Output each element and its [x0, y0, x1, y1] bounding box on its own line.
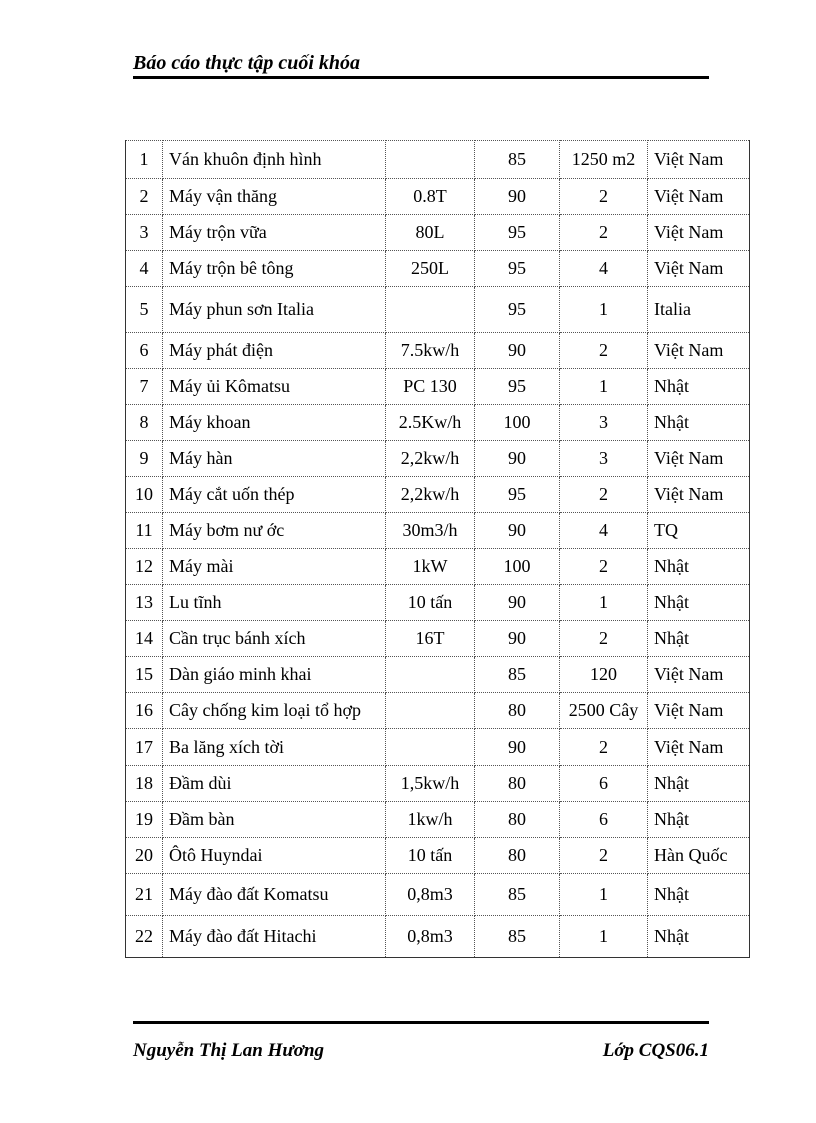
row-number: 17 [126, 729, 163, 766]
equipment-percent: 95 [475, 287, 560, 333]
equipment-percent: 95 [475, 369, 560, 405]
equipment-percent: 85 [475, 657, 560, 693]
equipment-name: Đầm dùi [163, 766, 386, 802]
table-row [126, 693, 750, 729]
equipment-name: Cây chống kim loại tổ hợp [163, 693, 386, 729]
footer-divider [133, 1021, 709, 1024]
equipment-quantity: 2 [560, 179, 648, 215]
row-number: 13 [126, 585, 163, 621]
equipment-spec [386, 141, 475, 179]
row-number: 5 [126, 287, 163, 333]
table-row [126, 215, 750, 251]
equipment-origin: Việt Nam [648, 441, 750, 477]
equipment-origin: Việt Nam [648, 477, 750, 513]
equipment-origin: Italia [648, 287, 750, 333]
equipment-quantity: 1 [560, 287, 648, 333]
equipment-origin: Việt Nam [648, 333, 750, 369]
equipment-name: Đầm bàn [163, 802, 386, 838]
equipment-name: Máy vận thăng [163, 179, 386, 215]
table-row [126, 251, 750, 287]
equipment-name: Máy ủi Kômatsu [163, 369, 386, 405]
equipment-origin: TQ [648, 513, 750, 549]
equipment-quantity: 1250 m2 [560, 141, 648, 179]
row-number: 8 [126, 405, 163, 441]
table-row [126, 585, 750, 621]
equipment-quantity: 1 [560, 874, 648, 916]
equipment-spec: 1kW [386, 549, 475, 585]
table-row [126, 513, 750, 549]
equipment-spec: 10 tấn [386, 585, 475, 621]
equipment-spec: 2,2kw/h [386, 477, 475, 513]
equipment-percent: 80 [475, 766, 560, 802]
equipment-spec: 2,2kw/h [386, 441, 475, 477]
equipment-percent: 80 [475, 802, 560, 838]
equipment-quantity: 2 [560, 729, 648, 766]
equipment-origin: Nhật [648, 585, 750, 621]
row-number: 19 [126, 802, 163, 838]
table-row [126, 477, 750, 513]
equipment-percent: 90 [475, 179, 560, 215]
equipment-quantity: 6 [560, 766, 648, 802]
equipment-quantity: 1 [560, 585, 648, 621]
equipment-quantity: 2 [560, 549, 648, 585]
equipment-name: Máy trộn vữa [163, 215, 386, 251]
equipment-spec: 1kw/h [386, 802, 475, 838]
footer-author-name: Nguyễn Thị Lan Hương [133, 1040, 325, 1061]
equipment-name: Ván khuôn định hình [163, 141, 386, 179]
equipment-spec: 0,8m3 [386, 916, 475, 958]
equipment-spec: 2.5Kw/h [386, 405, 475, 441]
table-row [126, 729, 750, 766]
equipment-spec: 16T [386, 621, 475, 657]
equipment-spec [386, 693, 475, 729]
equipment-name: Máy đào đất Komatsu [163, 874, 386, 916]
equipment-percent: 85 [475, 141, 560, 179]
equipment-percent: 90 [475, 333, 560, 369]
row-number: 2 [126, 179, 163, 215]
row-number: 15 [126, 657, 163, 693]
equipment-origin: Nhật [648, 405, 750, 441]
equipment-quantity: 6 [560, 802, 648, 838]
equipment-name: Cần trục bánh xích [163, 621, 386, 657]
table-row [126, 838, 750, 874]
row-number: 1 [126, 141, 163, 179]
table-row [126, 441, 750, 477]
row-number: 18 [126, 766, 163, 802]
equipment-percent: 90 [475, 513, 560, 549]
equipment-quantity: 4 [560, 513, 648, 549]
equipment-spec: 80L [386, 215, 475, 251]
equipment-origin: Nhật [648, 916, 750, 958]
equipment-percent: 80 [475, 838, 560, 874]
table-row [126, 657, 750, 693]
equipment-percent: 95 [475, 477, 560, 513]
equipment-origin: Nhật [648, 369, 750, 405]
equipment-quantity: 2 [560, 838, 648, 874]
equipment-percent: 100 [475, 549, 560, 585]
equipment-origin: Hàn Quốc [648, 838, 750, 874]
equipment-origin: Việt Nam [648, 215, 750, 251]
equipment-quantity: 2 [560, 477, 648, 513]
equipment-quantity: 1 [560, 369, 648, 405]
header-divider [133, 76, 709, 79]
table-row [126, 405, 750, 441]
equipment-origin: Việt Nam [648, 657, 750, 693]
equipment-origin: Nhật [648, 549, 750, 585]
table-row [126, 549, 750, 585]
equipment-quantity: 2 [560, 333, 648, 369]
row-number: 7 [126, 369, 163, 405]
equipment-spec: 10 tấn [386, 838, 475, 874]
table-row [126, 916, 750, 958]
equipment-percent: 100 [475, 405, 560, 441]
table-row [126, 874, 750, 916]
row-number: 4 [126, 251, 163, 287]
equipment-origin: Nhật [648, 802, 750, 838]
equipment-name: Máy cắt uốn thép [163, 477, 386, 513]
table-row [126, 141, 750, 179]
equipment-quantity: 3 [560, 441, 648, 477]
row-number: 6 [126, 333, 163, 369]
table-row [126, 802, 750, 838]
equipment-percent: 90 [475, 729, 560, 766]
equipment-table-body [126, 141, 750, 958]
equipment-name: Ba lăng xích tời [163, 729, 386, 766]
row-number: 14 [126, 621, 163, 657]
equipment-quantity: 2500 Cây [560, 693, 648, 729]
row-number: 11 [126, 513, 163, 549]
equipment-quantity: 4 [560, 251, 648, 287]
equipment-name: Máy phát điện [163, 333, 386, 369]
equipment-spec: 0,8m3 [386, 874, 475, 916]
equipment-percent: 90 [475, 585, 560, 621]
row-number: 10 [126, 477, 163, 513]
equipment-name: Máy mài [163, 549, 386, 585]
equipment-table [125, 140, 750, 958]
equipment-name: Máy bơm nư ớc [163, 513, 386, 549]
equipment-quantity: 2 [560, 215, 648, 251]
page-header-title: Báo cáo thực tập cuối khóa [133, 52, 360, 74]
equipment-spec [386, 729, 475, 766]
equipment-spec: PC 130 [386, 369, 475, 405]
equipment-spec: 30m3/h [386, 513, 475, 549]
equipment-origin: Việt Nam [648, 179, 750, 215]
equipment-spec [386, 657, 475, 693]
equipment-spec: 7.5kw/h [386, 333, 475, 369]
table-row [126, 621, 750, 657]
table-row [126, 287, 750, 333]
equipment-spec: 250L [386, 251, 475, 287]
equipment-name: Máy đào đất Hitachi [163, 916, 386, 958]
row-number: 9 [126, 441, 163, 477]
equipment-quantity: 3 [560, 405, 648, 441]
equipment-spec: 1,5kw/h [386, 766, 475, 802]
equipment-origin: Nhật [648, 874, 750, 916]
equipment-origin: Việt Nam [648, 141, 750, 179]
equipment-name: Máy trộn bê tông [163, 251, 386, 287]
equipment-percent: 90 [475, 621, 560, 657]
row-number: 3 [126, 215, 163, 251]
equipment-origin: Việt Nam [648, 693, 750, 729]
equipment-percent: 85 [475, 916, 560, 958]
table-row [126, 179, 750, 215]
row-number: 16 [126, 693, 163, 729]
equipment-spec [386, 287, 475, 333]
equipment-percent: 95 [475, 215, 560, 251]
equipment-name: Lu tĩnh [163, 585, 386, 621]
equipment-name: Dàn giáo minh khai [163, 657, 386, 693]
equipment-name: Máy hàn [163, 441, 386, 477]
equipment-percent: 85 [475, 874, 560, 916]
equipment-quantity: 2 [560, 621, 648, 657]
equipment-percent: 80 [475, 693, 560, 729]
equipment-quantity: 120 [560, 657, 648, 693]
table-row [126, 369, 750, 405]
equipment-origin: Việt Nam [648, 729, 750, 766]
table-row [126, 766, 750, 802]
row-number: 20 [126, 838, 163, 874]
equipment-quantity: 1 [560, 916, 648, 958]
footer-class-label: Lớp CQS06.1 [602, 1040, 709, 1061]
table-row [126, 333, 750, 369]
equipment-name: Ôtô Huyndai [163, 838, 386, 874]
equipment-percent: 90 [475, 441, 560, 477]
row-number: 22 [126, 916, 163, 958]
equipment-name: Máy phun sơn Italia [163, 287, 386, 333]
row-number: 21 [126, 874, 163, 916]
row-number: 12 [126, 549, 163, 585]
equipment-name: Máy khoan [163, 405, 386, 441]
equipment-origin: Nhật [648, 766, 750, 802]
equipment-origin: Việt Nam [648, 251, 750, 287]
equipment-percent: 95 [475, 251, 560, 287]
equipment-spec: 0.8T [386, 179, 475, 215]
equipment-origin: Nhật [648, 621, 750, 657]
